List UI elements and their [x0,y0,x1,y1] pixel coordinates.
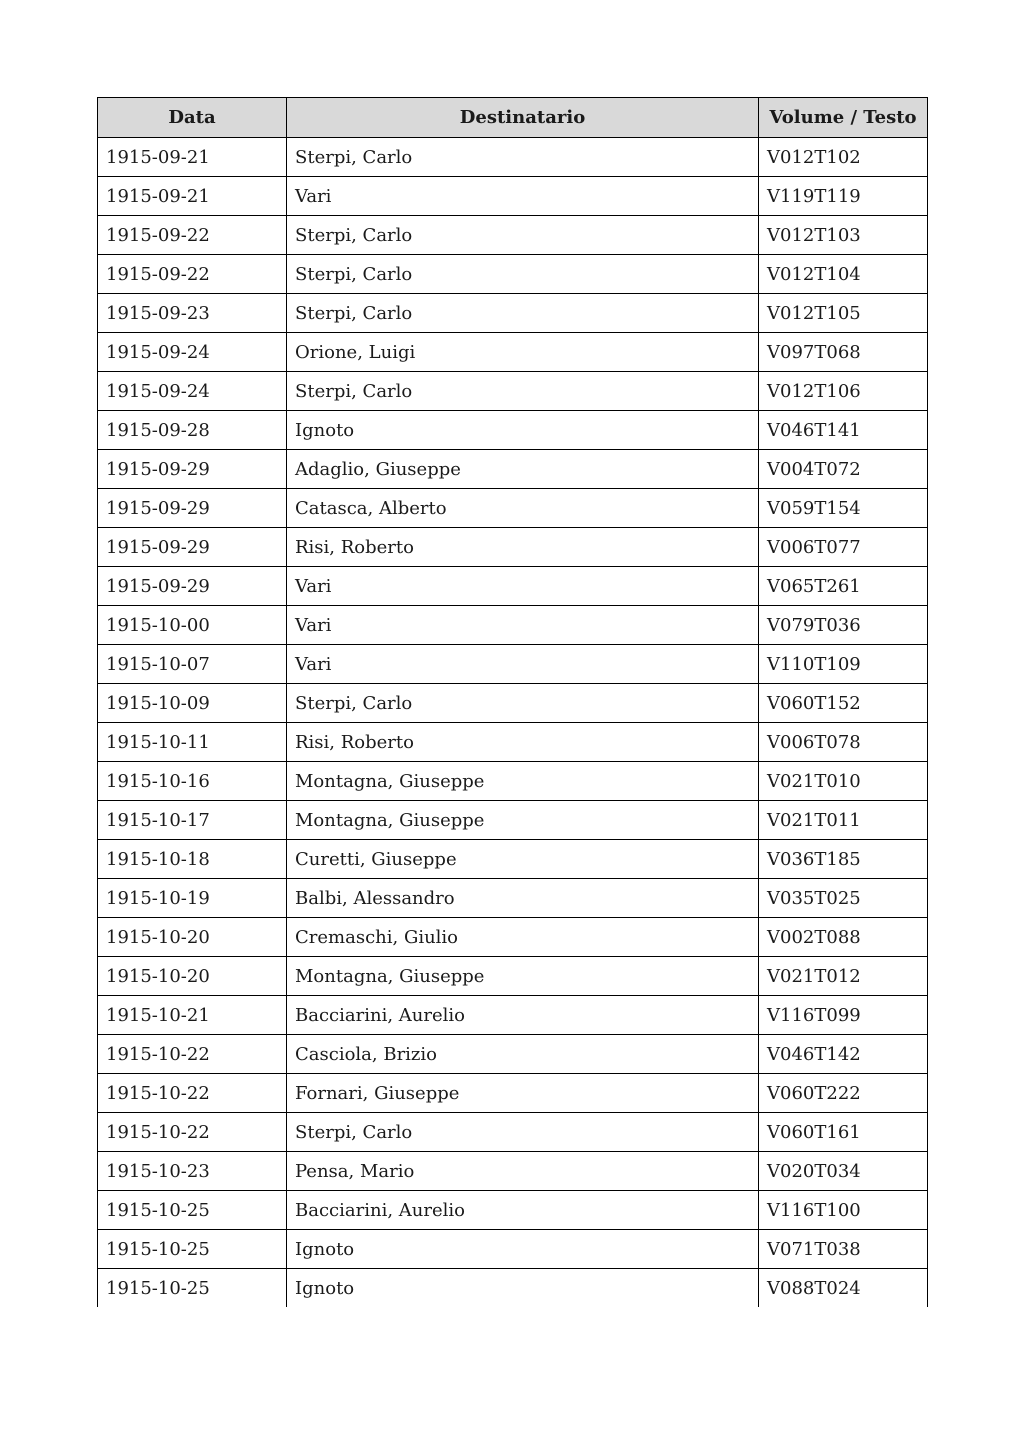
cell-volume: V110T109 [759,645,928,684]
cell-date: 1915-10-09 [98,684,287,723]
table-row [98,372,928,411]
table-row [98,606,928,645]
cell-date: 1915-10-11 [98,723,287,762]
cell-date: 1915-10-20 [98,918,287,957]
table-row [98,216,928,255]
cell-date: 1915-09-21 [98,138,287,177]
cell-volume: V060T222 [759,1074,928,1113]
cell-volume: V006T077 [759,528,928,567]
cell-recipient: Bacciarini, Aurelio [287,1191,759,1230]
cell-recipient: Montagna, Giuseppe [287,762,759,801]
cell-volume: V021T012 [759,957,928,996]
cell-date: 1915-09-24 [98,333,287,372]
cell-date: 1915-09-29 [98,450,287,489]
table-row [98,450,928,489]
table-row [98,411,928,450]
cell-volume: V020T034 [759,1152,928,1191]
cell-recipient: Sterpi, Carlo [287,294,759,333]
cell-date: 1915-10-19 [98,879,287,918]
cell-volume: V071T038 [759,1230,928,1269]
cell-recipient: Sterpi, Carlo [287,138,759,177]
cell-volume: V002T088 [759,918,928,957]
cell-recipient: Ignoto [287,1230,759,1269]
table-row [98,1152,928,1191]
cell-recipient: Sterpi, Carlo [287,216,759,255]
cell-volume: V088T024 [759,1269,928,1308]
cell-recipient: Cremaschi, Giulio [287,918,759,957]
cell-volume: V012T104 [759,255,928,294]
cell-date: 1915-10-22 [98,1035,287,1074]
table-row [98,333,928,372]
table-header-row [98,98,928,138]
table-row [98,723,928,762]
cell-volume: V119T119 [759,177,928,216]
cell-recipient: Ignoto [287,411,759,450]
column-header-date: Data [98,98,287,138]
cell-volume: V035T025 [759,879,928,918]
cell-date: 1915-09-22 [98,216,287,255]
cell-volume: V116T099 [759,996,928,1035]
cell-recipient: Sterpi, Carlo [287,1113,759,1152]
cell-date: 1915-10-25 [98,1230,287,1269]
letters-table [97,97,928,1307]
table-row [98,918,928,957]
table-row [98,255,928,294]
cell-volume: V065T261 [759,567,928,606]
cell-recipient: Risi, Roberto [287,723,759,762]
cell-volume: V012T103 [759,216,928,255]
table-row [98,528,928,567]
cell-volume: V059T154 [759,489,928,528]
cell-date: 1915-10-20 [98,957,287,996]
table-row [98,1113,928,1152]
cell-date: 1915-10-18 [98,840,287,879]
cell-recipient: Sterpi, Carlo [287,372,759,411]
cell-date: 1915-10-16 [98,762,287,801]
table-row [98,177,928,216]
cell-recipient: Vari [287,606,759,645]
cell-date: 1915-09-24 [98,372,287,411]
cell-date: 1915-09-23 [98,294,287,333]
cell-recipient: Vari [287,567,759,606]
table-row [98,1230,928,1269]
cell-recipient: Sterpi, Carlo [287,684,759,723]
cell-volume: V060T161 [759,1113,928,1152]
column-header-recipient: Destinatario [287,98,759,138]
cell-volume: V021T011 [759,801,928,840]
cell-volume: V116T100 [759,1191,928,1230]
cell-date: 1915-09-28 [98,411,287,450]
cell-recipient: Vari [287,177,759,216]
cell-date: 1915-10-23 [98,1152,287,1191]
cell-recipient: Bacciarini, Aurelio [287,996,759,1035]
cell-volume: V012T105 [759,294,928,333]
cell-volume: V046T142 [759,1035,928,1074]
cell-recipient: Catasca, Alberto [287,489,759,528]
cell-volume: V004T072 [759,450,928,489]
cell-recipient: Ignoto [287,1269,759,1308]
cell-date: 1915-09-29 [98,567,287,606]
cell-volume: V036T185 [759,840,928,879]
table-row [98,567,928,606]
cell-date: 1915-10-22 [98,1113,287,1152]
cell-recipient: Adaglio, Giuseppe [287,450,759,489]
cell-volume: V021T010 [759,762,928,801]
table-row [98,645,928,684]
cell-recipient: Montagna, Giuseppe [287,801,759,840]
cell-volume: V012T102 [759,138,928,177]
cell-date: 1915-10-07 [98,645,287,684]
cell-recipient: Curetti, Giuseppe [287,840,759,879]
cell-recipient: Balbi, Alessandro [287,879,759,918]
table-row [98,762,928,801]
table-row [98,801,928,840]
table-row [98,138,928,177]
cell-recipient: Vari [287,645,759,684]
table-row [98,996,928,1035]
cell-date: 1915-09-29 [98,528,287,567]
table-row [98,957,928,996]
table-body [98,138,928,1308]
table-row [98,879,928,918]
table-row [98,1035,928,1074]
cell-volume: V012T106 [759,372,928,411]
cell-date: 1915-09-29 [98,489,287,528]
cell-volume: V046T141 [759,411,928,450]
cell-volume: V060T152 [759,684,928,723]
cell-volume: V079T036 [759,606,928,645]
cell-date: 1915-10-25 [98,1269,287,1308]
cell-date: 1915-09-21 [98,177,287,216]
cell-date: 1915-10-25 [98,1191,287,1230]
table-row [98,294,928,333]
table-row [98,1191,928,1230]
table-row [98,1074,928,1113]
column-header-volume: Volume / Testo [759,98,928,138]
cell-date: 1915-09-22 [98,255,287,294]
cell-recipient: Orione, Luigi [287,333,759,372]
table-row [98,489,928,528]
cell-date: 1915-10-17 [98,801,287,840]
cell-volume: V097T068 [759,333,928,372]
cell-recipient: Fornari, Giuseppe [287,1074,759,1113]
cell-date: 1915-10-21 [98,996,287,1035]
cell-recipient: Casciola, Brizio [287,1035,759,1074]
cell-date: 1915-10-00 [98,606,287,645]
table-row [98,840,928,879]
cell-recipient: Pensa, Mario [287,1152,759,1191]
table-row [98,1269,928,1308]
cell-recipient: Montagna, Giuseppe [287,957,759,996]
cell-date: 1915-10-22 [98,1074,287,1113]
table-row [98,684,928,723]
cell-recipient: Risi, Roberto [287,528,759,567]
cell-volume: V006T078 [759,723,928,762]
cell-recipient: Sterpi, Carlo [287,255,759,294]
